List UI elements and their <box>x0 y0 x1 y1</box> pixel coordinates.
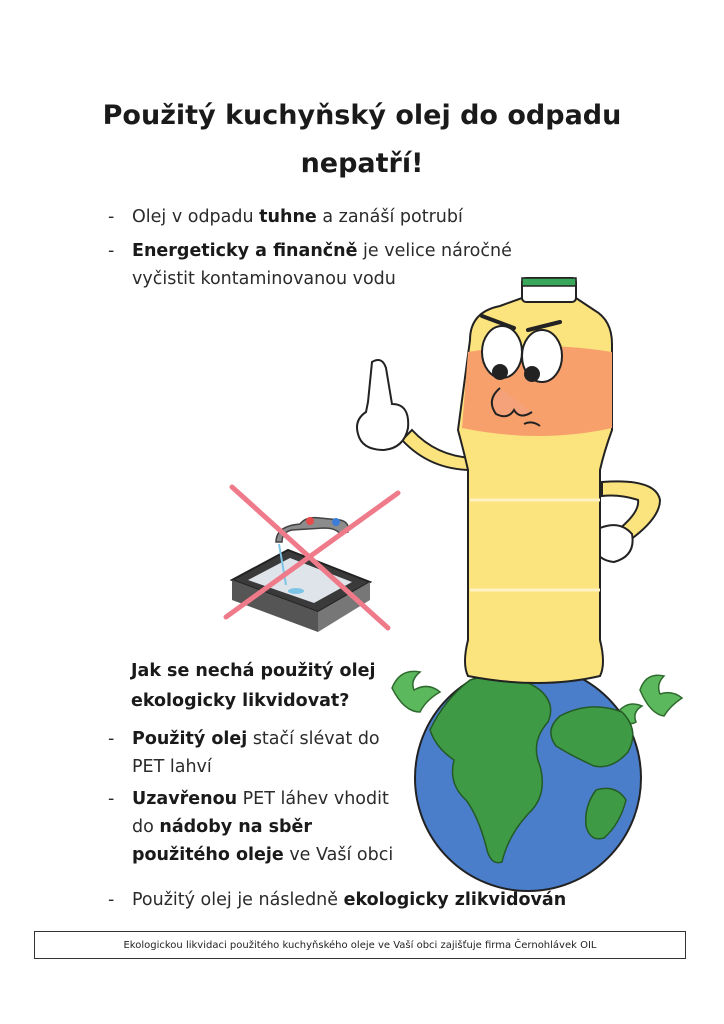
title-line-1: Použitý kuchyňský olej do odpadu <box>102 100 622 131</box>
bullet-dash: - <box>108 729 115 749</box>
page-title <box>60 92 664 188</box>
list-item <box>108 785 408 869</box>
intro-bullet-list <box>108 203 568 299</box>
question-line-1: Jak se nechá použitý olej <box>131 661 376 681</box>
bullet-bold: Energeticky a finančně <box>132 241 358 261</box>
question-line-2: ekologicky likvidovat? <box>131 691 350 711</box>
bullet-text: Olej v odpadu <box>132 207 260 227</box>
bullet-bold: Uzavřenou <box>132 789 238 809</box>
list-item <box>108 725 408 781</box>
oil-bottle-mascot-icon <box>357 278 660 683</box>
bullet-dash: - <box>108 789 115 809</box>
list-item <box>108 203 568 231</box>
bullet-bold: nádoby na sběr použitého oleje <box>132 817 313 865</box>
bullet-text: PET láhev vhodit do <box>132 789 389 837</box>
question-heading <box>131 656 421 716</box>
bullet-text: Použitý olej je následně <box>132 890 344 910</box>
bullet-text: stačí slévat do PET lahví <box>132 729 380 777</box>
bullet-bold: Použitý olej <box>132 729 248 749</box>
final-bullet-list <box>108 886 578 920</box>
footer-box: Ekologickou likvidaci použitého kuchyňského oleje ve Vaší obci zajišťuje firma Černohlávek OIL <box>34 931 686 959</box>
bullet-text: ve Vaší obci <box>283 845 394 865</box>
bullet-bold: ekologicky zlikvidován <box>343 890 567 910</box>
list-item <box>108 237 568 293</box>
bullet-text: a zanáší potrubí <box>316 207 463 227</box>
bullet-dash: - <box>108 890 115 910</box>
bullet-dash: - <box>108 207 115 227</box>
bullet-dash: - <box>108 241 115 261</box>
bullet-bold: tuhne <box>259 207 317 227</box>
list-item <box>108 886 578 914</box>
answer-bullet-list <box>108 725 408 873</box>
sink-icon <box>232 517 370 632</box>
bullet-text: je velice náročné vyčistit kontaminovanou vodu <box>132 241 512 289</box>
title-line-2: nepatří! <box>300 148 424 179</box>
earth-globe-icon <box>415 665 641 891</box>
